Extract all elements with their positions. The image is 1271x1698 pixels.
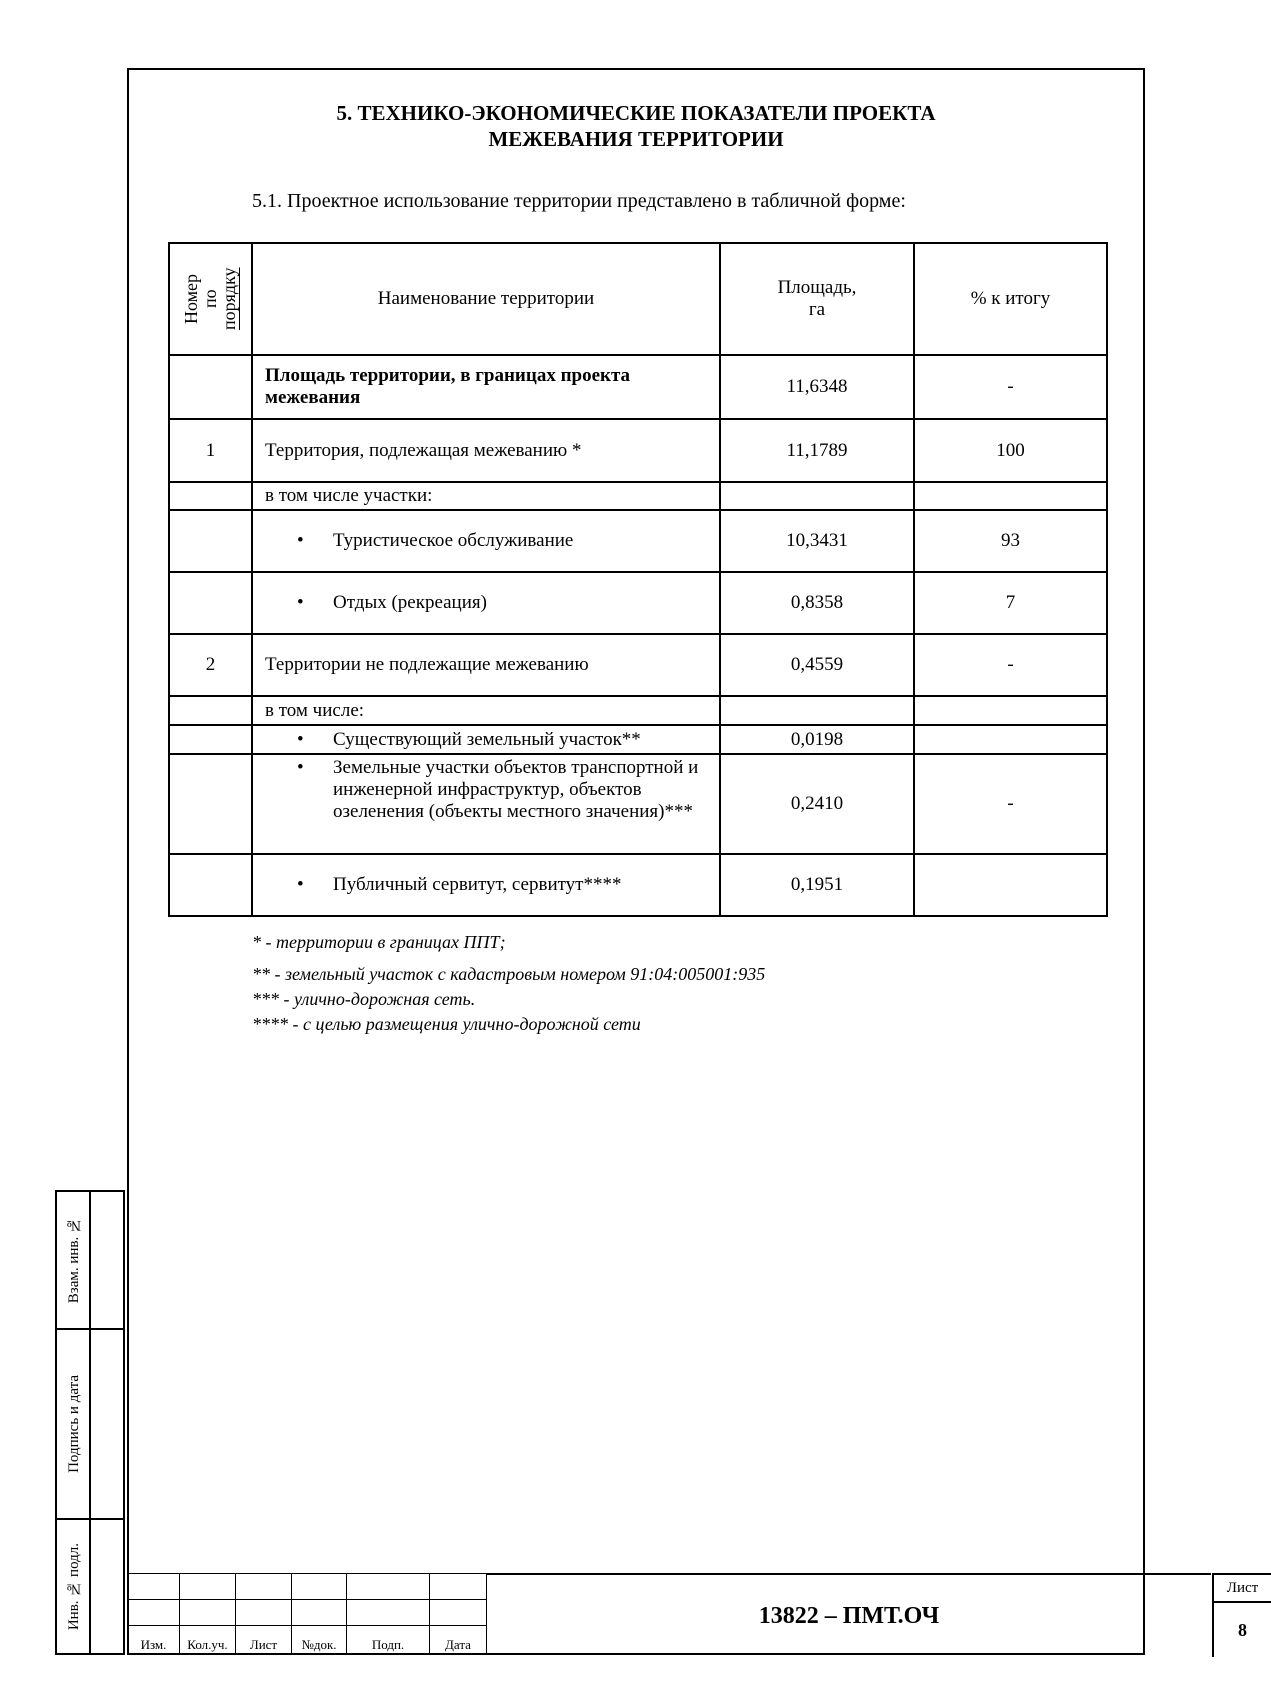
table-row xyxy=(169,725,1107,754)
row-area: 0,4559 xyxy=(720,634,914,696)
footnotes xyxy=(252,930,765,1037)
document-code: 13822 – ПМТ.ОЧ xyxy=(487,1573,1211,1657)
revision-grid xyxy=(127,1573,487,1654)
section-heading xyxy=(127,100,1145,152)
row-number xyxy=(169,725,252,754)
table-header-row xyxy=(169,243,1107,355)
stamp-inv-replace-label: Взам. инв. № xyxy=(65,1216,82,1304)
table-row xyxy=(169,572,1107,634)
heading-line-1: 5. ТЕХНИКО-ЭКОНОМИЧЕСКИЕ ПОКАЗАТЕЛИ ПРОЕКТА xyxy=(336,101,936,125)
col-list: Лист xyxy=(236,1626,292,1654)
table-row xyxy=(169,419,1107,482)
row-name: в том числе участки: xyxy=(252,482,720,510)
row-area: 0,1951 xyxy=(720,854,914,916)
row-percent xyxy=(914,854,1107,916)
row-name xyxy=(252,510,720,572)
table-row xyxy=(169,634,1107,696)
row-area: 10,3431 xyxy=(720,510,914,572)
row-area: 0,2410 xyxy=(720,754,914,854)
heading-line-2: МЕЖЕВАНИЯ ТЕРРИТОРИИ xyxy=(488,127,784,151)
header-number xyxy=(169,243,252,355)
row-percent: 7 xyxy=(914,572,1107,634)
header-number-line-3: порядку xyxy=(219,267,239,331)
row-number xyxy=(169,482,252,510)
table-row xyxy=(169,696,1107,725)
row-percent: 100 xyxy=(914,419,1107,482)
table-row xyxy=(169,355,1107,419)
row-number xyxy=(169,754,252,854)
row-percent: - xyxy=(914,355,1107,419)
row-percent: 93 xyxy=(914,510,1107,572)
header-number-line-2: по xyxy=(200,289,220,309)
row-number xyxy=(169,355,252,419)
footnote-2: ** - земельный участок с кадастровым номером 91:04:005001:935 xyxy=(252,964,766,984)
row-percent: - xyxy=(914,634,1107,696)
row-name xyxy=(252,754,720,854)
footnote-1: * - территории в границах ППТ; xyxy=(252,932,506,952)
row-name-text: • Земельные участки объектов транспортной и инженерной инфраструктур, объектов озеленения (объекты местного значения)*** xyxy=(333,757,699,822)
intro-text: 5.1. Проектное использование территории представлено в табличной форме: xyxy=(252,190,906,212)
table-row xyxy=(169,754,1107,854)
row-number xyxy=(169,696,252,725)
row-percent xyxy=(914,725,1107,754)
table-row xyxy=(169,854,1107,916)
col-kol: Кол.уч. xyxy=(180,1626,236,1654)
row-percent: - xyxy=(914,754,1107,854)
stamp-signature-date xyxy=(55,1328,125,1520)
stamp-signature-date-label: Подпись и дата xyxy=(65,1375,82,1473)
col-podp: Подп. xyxy=(347,1626,430,1654)
row-area: 0,0198 xyxy=(720,725,914,754)
territory-table xyxy=(168,242,1108,917)
footnote-4: **** - с целью размещения улично-дорожной сети xyxy=(252,1014,641,1034)
row-name: Территории не подлежащие межеванию xyxy=(252,634,720,696)
footnote-3: *** - улично-дорожная сеть. xyxy=(252,989,476,1009)
col-izm: Изм. xyxy=(128,1626,180,1654)
col-data: Дата xyxy=(430,1626,487,1654)
row-name: Площадь территории, в границах проекта межевания xyxy=(252,355,720,419)
row-number: 2 xyxy=(169,634,252,696)
row-area: 0,8358 xyxy=(720,572,914,634)
row-number: 1 xyxy=(169,419,252,482)
row-percent xyxy=(914,696,1107,725)
header-number-line-1: Номер xyxy=(181,273,201,325)
row-area xyxy=(720,696,914,725)
row-area: 11,6348 xyxy=(720,355,914,419)
header-area-line-1: Площадь, xyxy=(777,277,857,298)
header-area xyxy=(720,243,914,355)
table-row xyxy=(169,510,1107,572)
table-row xyxy=(169,482,1107,510)
row-name-text: • Отдых (рекреация) xyxy=(333,592,487,613)
row-number xyxy=(169,572,252,634)
sheet-box xyxy=(1212,1573,1271,1657)
row-name: в том числе: xyxy=(252,696,720,725)
row-area: 11,1789 xyxy=(720,419,914,482)
header-name: Наименование территории xyxy=(252,243,720,355)
stamp-inv-original-label: Инв. № подл. xyxy=(65,1542,82,1631)
col-ndok: №док. xyxy=(292,1626,347,1654)
row-name-text: • Публичный сервитут, сервитут**** xyxy=(333,874,622,895)
sheet-number: 8 xyxy=(1238,1620,1247,1640)
row-name-text: • Туристическое обслуживание xyxy=(333,530,574,551)
row-name-text: • Существующий земельный участок** xyxy=(333,728,641,750)
stamp-inv-replace xyxy=(55,1190,125,1330)
header-area-line-2: га xyxy=(808,299,826,320)
row-name xyxy=(252,572,720,634)
row-number xyxy=(169,510,252,572)
row-name xyxy=(252,854,720,916)
row-name: Территория, подлежащая межеванию * xyxy=(252,419,720,482)
row-percent xyxy=(914,482,1107,510)
header-percent: % к итогу xyxy=(914,243,1107,355)
row-number xyxy=(169,854,252,916)
row-area xyxy=(720,482,914,510)
sheet-label: Лист xyxy=(1214,1575,1271,1603)
row-name xyxy=(252,725,720,754)
title-block xyxy=(127,1573,1259,1655)
stamp-inv-original xyxy=(55,1518,125,1655)
